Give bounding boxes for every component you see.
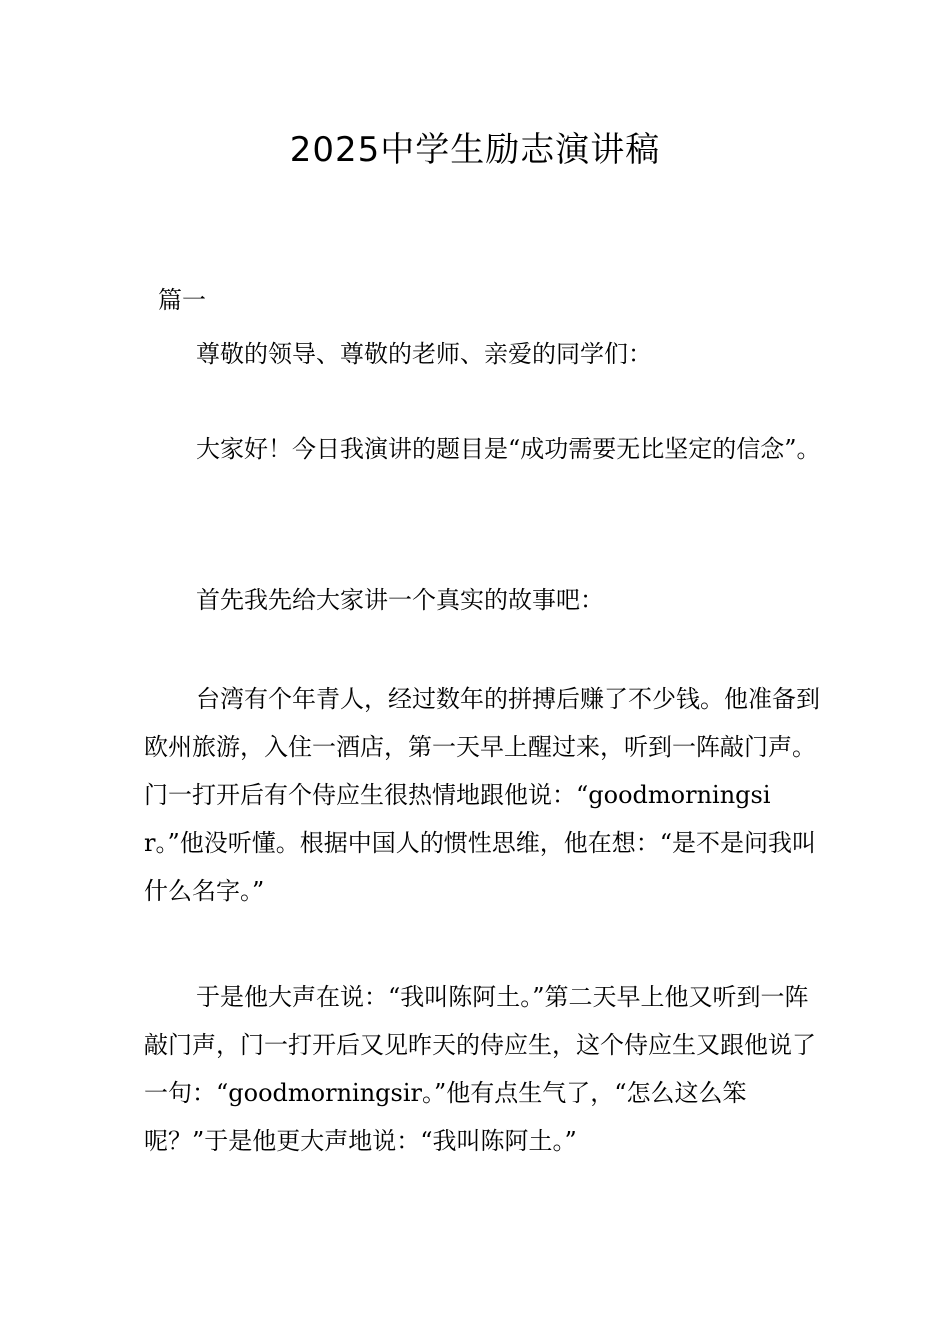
paragraph-salutation: 尊敬的领导、尊敬的老师、亲爱的同学们：	[196, 340, 652, 368]
document-title: 2025中学生励志演讲稿	[289, 130, 661, 170]
paragraph-story-2: 于是他大声在说：“我叫陈阿土。”第二天早上他又听到一阵敲门声，门一打开后又见昨天的侍应生，这个侍应生又跟他说了一句：“goodmorningsir。”他有点生气了，“怎么这么笨呢？”于是他更大声地说：“我叫陈阿土。”	[144, 983, 816, 1155]
paragraph-intro: 首先我先给大家讲一个真实的故事吧：	[196, 586, 604, 614]
paragraph-story-1: 台湾有个年青人，经过数年的拼搏后赚了不少钱。他准备到欧州旅游，入住一酒店，第一天早上醒过来，听到一阵敲门声。门一打开后有个侍应生很热情地跟他说：“goodmorningsir。”他没听懂。根据中国人的惯性思维，他在想：“是不是问我叫什么名字。”	[144, 685, 820, 905]
paragraph-greeting: 大家好！今日我演讲的题目是“成功需要无比坚定的信念”。	[196, 435, 821, 463]
section-label: 篇一	[158, 286, 206, 314]
